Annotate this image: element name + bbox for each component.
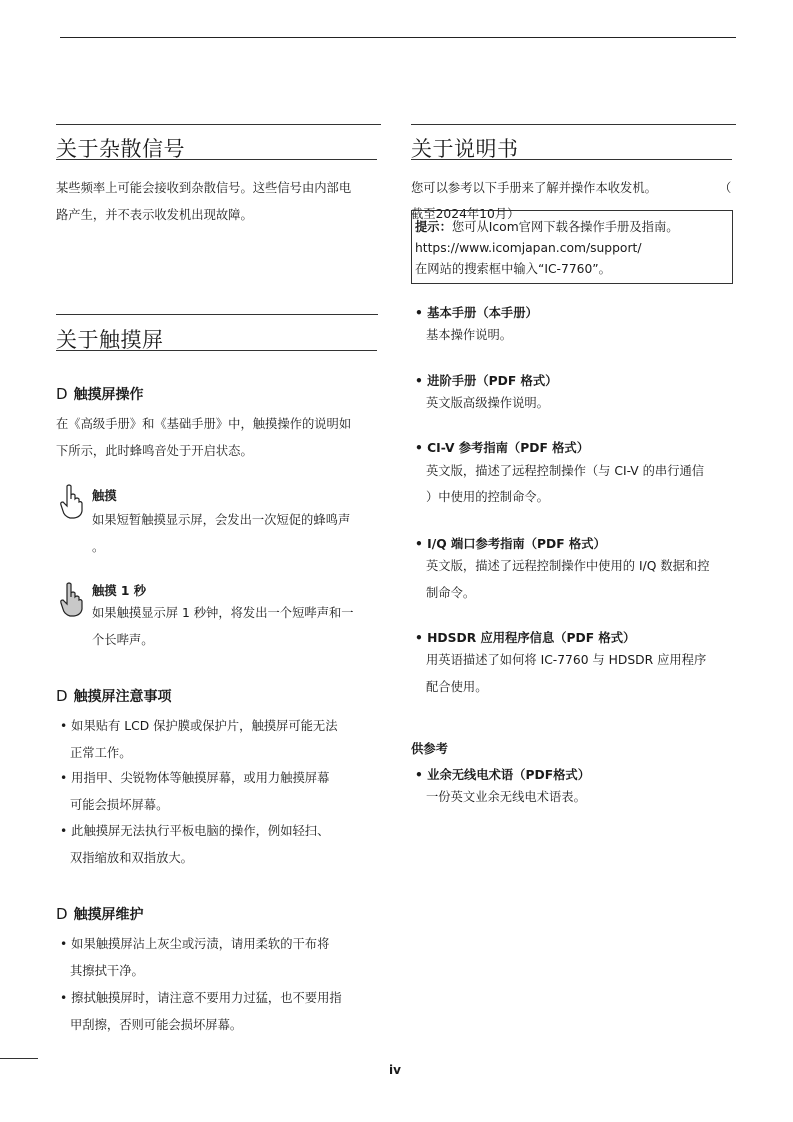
intro-text: 您可以参考以下手册来了解并操作本收发机。 bbox=[411, 181, 657, 195]
heading-rule-top bbox=[411, 124, 736, 125]
hand-hold-icon bbox=[58, 581, 84, 617]
reference-heading: 供参考 bbox=[411, 742, 448, 756]
manual-desc: 英文版，描述了远程控制操作（与 CI-V 的串行通信 bbox=[426, 464, 705, 478]
caution-line: • 如果贴有 LCD 保护膜或保护片，触摸屏可能无法 bbox=[60, 719, 338, 733]
caution-line: 正常工作。 bbox=[70, 746, 132, 760]
page-number: iv bbox=[389, 1063, 401, 1077]
reference-title: • 业余无线电术语（PDF格式） bbox=[415, 768, 591, 782]
manual-desc: 英文版高级操作说明。 bbox=[426, 396, 549, 410]
caution-line: 可能会损坏屏幕。 bbox=[70, 798, 169, 812]
manual-desc: 制命令。 bbox=[426, 586, 476, 600]
manual-title: • HDSDR 应用程序信息（PDF 格式） bbox=[415, 631, 636, 645]
caution-line: • 此触摸屏无法执行平板电脑的操作，例如轻扫、 bbox=[60, 824, 330, 838]
touch-desc-line: 如果短暂触摸显示屏，会发出一次短促的蜂鸣声 bbox=[92, 513, 351, 527]
paragraph-line: 下所示，此时蜂鸣音处于开启状态。 bbox=[56, 444, 253, 458]
manual-desc: 基本操作说明。 bbox=[426, 328, 513, 342]
heading-rule-top bbox=[56, 124, 381, 125]
intro-date: 截至2024年10月） bbox=[411, 207, 520, 221]
subheading-marker: D bbox=[56, 687, 68, 705]
heading-rule-top bbox=[56, 314, 378, 315]
maintenance-line: • 如果触摸屏沾上灰尘或污渍，请用柔软的干布将 bbox=[60, 937, 330, 951]
manual-title: • 基本手册（本手册） bbox=[415, 306, 538, 320]
manual-desc: 英文版，描述了远程控制操作中使用的 I/Q 数据和控 bbox=[426, 559, 710, 573]
tip-label: 提示： bbox=[415, 220, 452, 234]
paragraph-line: 某些频率上可能会接收到杂散信号。这些信号由内部电 bbox=[56, 181, 352, 195]
maintenance-line: 甲刮擦，否则可能会损坏屏幕。 bbox=[70, 1018, 243, 1032]
maintenance-line: 其擦拭干净。 bbox=[70, 964, 144, 978]
heading-rule-bottom bbox=[411, 159, 732, 160]
manual-title: • 进阶手册（PDF 格式） bbox=[415, 374, 558, 388]
maintenance-line: • 擦拭触摸屏时，请注意不要用力过猛，也不要用指 bbox=[60, 991, 342, 1005]
subheading-marker: D bbox=[56, 905, 68, 923]
header-rule bbox=[60, 37, 736, 38]
hand-touch-icon bbox=[58, 483, 84, 519]
subheading-touch-ops bbox=[56, 384, 144, 404]
manual-desc: 配合使用。 bbox=[426, 680, 488, 694]
manual-desc: ）中使用的控制命令。 bbox=[426, 490, 549, 504]
heading-rule-bottom bbox=[56, 350, 377, 351]
caution-line: • 用指甲、尖锐物体等触摸屏幕，或用力触摸屏幕 bbox=[60, 771, 330, 785]
reference-desc: 一份英文业余无线电术语表。 bbox=[426, 790, 586, 804]
paragraph-line: 在《高级手册》和《基础手册》中，触摸操作的说明如 bbox=[56, 417, 352, 431]
tip-text: 您可从Icom官网下载各操作手册及指南。 bbox=[451, 220, 679, 234]
touch-desc-line: 。 bbox=[92, 540, 105, 554]
hold-label: 触摸 1 秒 bbox=[92, 584, 147, 598]
hold-desc-line: 个长哔声。 bbox=[92, 633, 154, 647]
tip-url[interactable]: https://www.icomjapan.com/support/ bbox=[415, 241, 642, 255]
subheading-touch-cautions bbox=[56, 686, 172, 706]
subheading-text: 触摸屏维护 bbox=[73, 907, 144, 923]
intro-paren: （ bbox=[719, 181, 732, 195]
section-title-spurious: 关于杂散信号 bbox=[56, 137, 185, 161]
hold-desc-line: 如果触摸显示屏 1 秒钟，将发出一个短哔声和一 bbox=[92, 606, 354, 620]
touch-label: 触摸 bbox=[92, 489, 117, 503]
subheading-marker: D bbox=[56, 385, 68, 403]
heading-rule-bottom bbox=[56, 159, 377, 160]
manual-title: • CI-V 参考指南（PDF 格式） bbox=[415, 441, 590, 455]
section-title-touch: 关于触摸屏 bbox=[56, 328, 164, 352]
subheading-text: 触摸屏注意事项 bbox=[73, 689, 172, 705]
footer-rule bbox=[0, 1058, 38, 1059]
manual-desc: 用英语描述了如何将 IC-7760 与 HDSDR 应用程序 bbox=[426, 653, 707, 667]
subheading-text: 触摸屏操作 bbox=[73, 387, 144, 403]
section-title-manuals: 关于说明书 bbox=[411, 137, 519, 161]
tip-line-3: 在网站的搜索框中输入“IC-7760”。 bbox=[415, 262, 611, 276]
manual-title: • I/Q 端口参考指南（PDF 格式） bbox=[415, 537, 606, 551]
subheading-touch-maintenance bbox=[56, 904, 144, 924]
paragraph-line: 路产生，并不表示收发机出现故障。 bbox=[56, 208, 253, 222]
caution-line: 双指缩放和双指放大。 bbox=[70, 851, 193, 865]
